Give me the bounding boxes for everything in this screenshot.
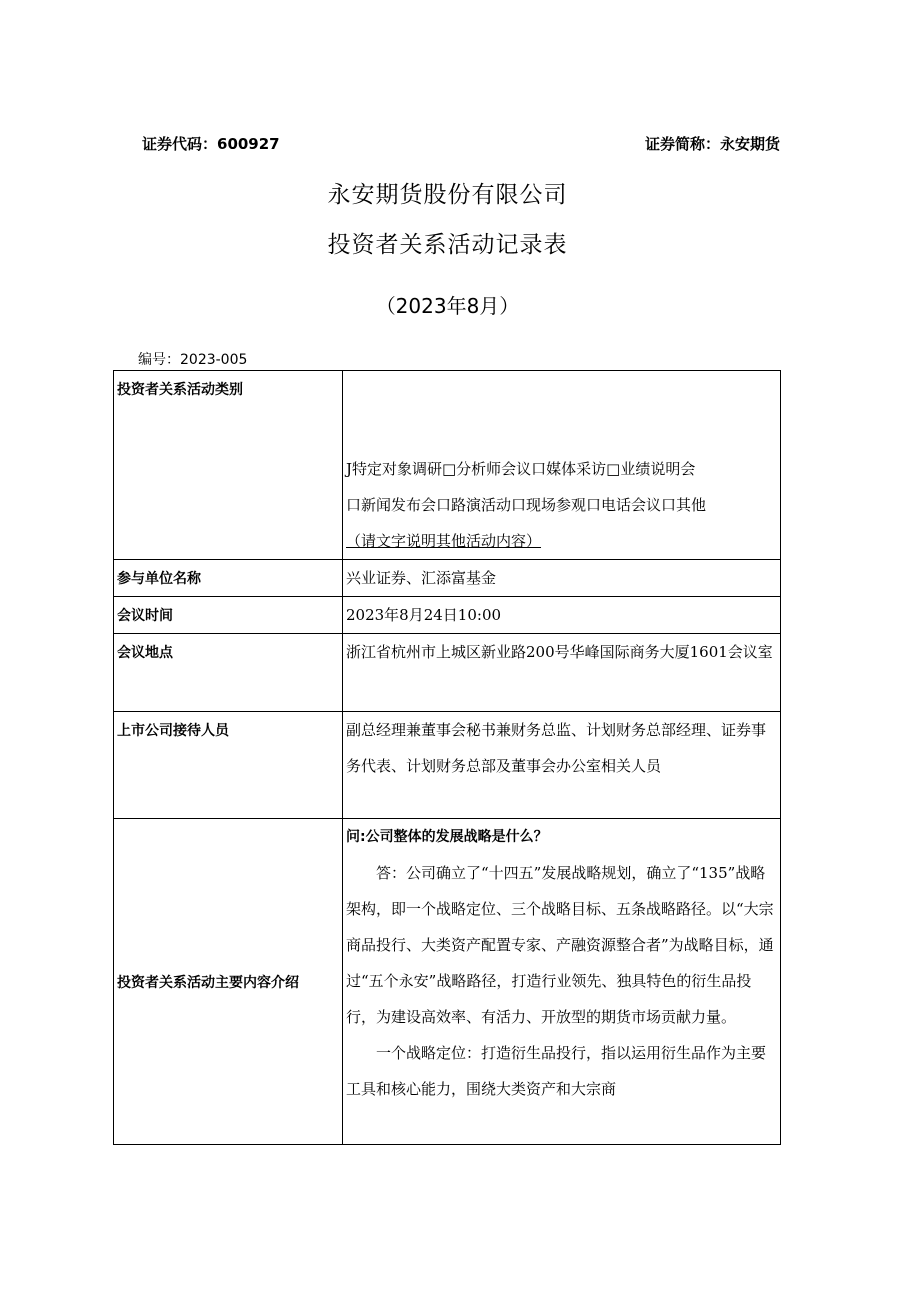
category-line: 口新闻发布会口路演活动口现场参观口电话会议口其他 (346, 496, 707, 514)
category-line: J特定对象调研□分析师会议口媒体采访□业绩说明会 (346, 460, 696, 478)
company-title: 永安期货股份有限公司 (327, 182, 568, 208)
report-period: （2023年8月） (375, 294, 520, 318)
table-row (114, 819, 781, 1145)
table-row (114, 560, 781, 597)
table-row (114, 712, 781, 819)
table-row (114, 634, 781, 712)
content-value (343, 819, 781, 1145)
meeting-time-value: 2023年8月24日10:00 (343, 597, 781, 634)
table-row (114, 597, 781, 634)
answer-paragraph: 答：公司确立了“十四五”发展战略规划，确立了“135”战略架构，即一个战略定位、三个战略目标、五条战略路径。以“大宗商品投行、大类资产配置专家、产融资源整合者”为战略目标，通过“五个永安”战略路径，打造行业领先、独具特色的衍生品投行，为建设高效率、有活力、开放型的期货市场贡献力量。 (346, 864, 774, 1026)
stock-name: 证券简称：永安期货 (644, 135, 780, 153)
row-label: 投资者关系活动主要内容介绍 (114, 819, 343, 1145)
row-label: 上市公司接待人员 (114, 712, 343, 819)
table-row (114, 371, 781, 560)
activity-category-options (343, 371, 781, 560)
hosts-value: 副总经理兼董事会秘书兼财务总监、计划财务总部经理、证券事务代表、计划财务总部及董事会办公室相关人员 (343, 712, 781, 819)
document-number: 编号：2023-005 (138, 352, 248, 368)
row-label: 参与单位名称 (114, 560, 343, 597)
row-label: 投资者关系活动类别 (114, 371, 343, 560)
document-title: 投资者关系活动记录表 (327, 232, 568, 258)
location-value: 浙江省杭州市上城区新业路200号华峰国际商务大厦1601会议室 (343, 634, 781, 712)
participants-value: 兴业证券、汇添富基金 (343, 560, 781, 597)
row-label: 会议时间 (114, 597, 343, 634)
record-table (113, 370, 781, 1145)
question: 问:公司整体的发展战略是什么？ (346, 829, 548, 845)
stock-code: 证券代码：600927 (142, 135, 280, 153)
category-other-note: （请文字说明其他活动内容） (346, 532, 542, 550)
positioning-paragraph: 一个战略定位：打造衍生品投行，指以运用衍生品作为主要工具和核心能力，围绕大类资产和大宗商 (346, 1044, 767, 1098)
row-label: 会议地点 (114, 634, 343, 712)
